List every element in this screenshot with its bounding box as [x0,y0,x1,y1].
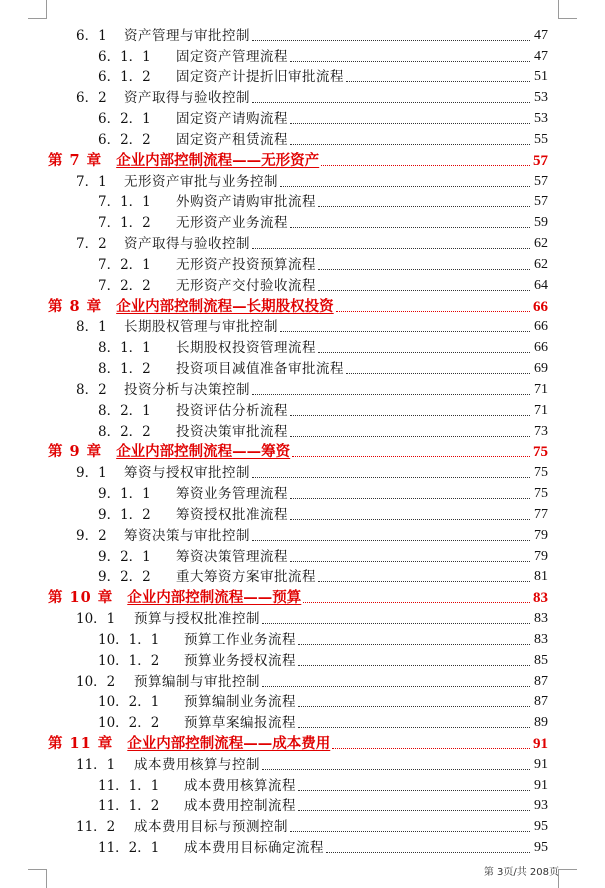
toc-subsection-entry[interactable] [0,401,605,422]
toc-entry-number: 9．1．2 [98,506,151,523]
toc-dot-leader [252,540,530,541]
toc-entry-title[interactable]: 固定资产请购流程 [176,111,288,128]
toc-entry-number: 7．1．2 [98,215,151,232]
toc-entry-title[interactable]: 长期股权投资管理流程 [176,340,316,357]
toc-subsection-entry[interactable] [0,651,605,672]
toc-entry-title[interactable]: 预算业务授权流程 [184,652,296,669]
toc-entry-page-number[interactable]: 87 [534,694,548,710]
toc-dot-leader [262,623,530,624]
toc-entry-number: 第 8 章 [48,297,103,315]
toc-entry-number: 第 7 章 [48,151,103,169]
toc-dot-leader [318,206,530,207]
toc-subsection-entry[interactable] [0,213,605,234]
toc-entry-title[interactable]: 企业内部控制流程—长期股权投资 [116,297,334,315]
toc-entry-page-number[interactable]: 53 [534,111,548,127]
toc-subsection-entry[interactable] [0,47,605,68]
toc-entry-page-number[interactable]: 57 [534,173,548,189]
toc-entry-row[interactable] [76,819,548,835]
toc-subsection-entry[interactable] [0,838,605,859]
toc-entry-page-number[interactable]: 64 [534,277,548,293]
toc-entry-number: 8．1 [76,319,107,336]
toc-entry-title[interactable]: 企业内部控制流程——成本费用 [127,734,331,752]
toc-entry-row[interactable] [98,798,548,814]
toc-entry-row[interactable] [98,340,548,356]
toc-dot-leader [252,248,530,249]
toc-entry-page-number[interactable]: 75 [534,486,548,502]
toc-entry-title[interactable]: 资产取得与验收控制 [124,90,250,107]
toc-dot-leader [346,81,530,82]
toc-entry-number: 10．1．1 [98,631,160,648]
toc-entry-title[interactable]: 企业内部控制流程——无形资产 [116,151,320,169]
toc-entry-page-number[interactable]: 91 [534,777,548,793]
toc-dot-leader [332,748,530,749]
toc-entry-row[interactable] [76,757,548,773]
toc-dot-leader [326,852,530,853]
toc-dot-leader [262,769,530,770]
toc-subsection-entry[interactable] [0,693,605,714]
toc-entry-number: 7．2．2 [98,277,151,294]
toc-entry-number: 10．1 [76,611,116,628]
toc-dot-leader [290,498,530,499]
toc-entry-title[interactable]: 筹资决策管理流程 [176,548,288,565]
toc-entry-row[interactable] [98,215,548,231]
toc-subsection-entry[interactable] [0,359,605,380]
toc-entry-row[interactable] [76,90,548,106]
toc-entry-row[interactable] [76,236,548,252]
corner-mark-bottom-right [558,869,577,888]
toc-entry-number: 第 10 章 [48,589,114,607]
toc-entry-number: 7．2．1 [98,256,151,273]
toc-entry-page-number[interactable]: 79 [534,548,548,564]
toc-subsection-entry[interactable] [0,422,605,443]
toc-entry-title[interactable]: 企业内部控制流程——预算 [127,589,302,607]
toc-subsection-entry[interactable] [0,797,605,818]
toc-entry-row[interactable] [98,257,548,273]
toc-section-entry[interactable] [0,234,605,255]
toc-entry-row[interactable] [76,611,548,627]
toc-subsection-entry[interactable] [0,547,605,568]
toc-section-entry[interactable] [0,172,605,193]
toc-entry-row[interactable] [98,194,548,210]
toc-entry-number: 8．2．1 [98,402,151,419]
toc-entry-title[interactable]: 固定资产租赁流程 [176,131,288,148]
toc-entry-number: 6．1．2 [98,69,151,86]
toc-dot-leader [252,477,530,478]
toc-entry-title[interactable]: 固定资产管理流程 [176,48,288,65]
toc-entry-title[interactable]: 成本费用核算与控制 [134,756,260,773]
toc-entry-page-number[interactable]: 81 [534,569,548,585]
toc-entry-page-number[interactable]: 83 [534,631,548,647]
toc-entry-page-number[interactable]: 53 [534,90,548,106]
toc-entry-number: 11．1．2 [98,798,160,815]
toc-entry-row[interactable] [98,778,548,794]
toc-subsection-entry[interactable] [0,130,605,151]
toc-entry-row[interactable] [76,382,548,398]
toc-entry-title[interactable]: 筹资决策与审批控制 [124,527,250,544]
toc-dot-leader [298,810,530,811]
toc-dot-leader [298,706,530,707]
toc-entry-row[interactable] [76,174,548,190]
toc-section-entry[interactable] [0,463,605,484]
toc-entry-title[interactable]: 无形资产交付验收流程 [176,277,316,294]
page-indicator: 第 3页/共 208页 [483,867,559,878]
toc-entry-number: 6．1．1 [98,48,151,65]
toc-section-entry[interactable] [0,26,605,47]
toc-entry-number: 9．1 [76,465,107,482]
toc-entry-page-number[interactable]: 66 [533,298,548,315]
toc-entry-page-number[interactable]: 75 [533,444,548,461]
toc-entry-title[interactable]: 筹资与授权审批控制 [124,465,250,482]
toc-dot-leader [298,644,530,645]
toc-entry-number: 6．1 [76,27,107,44]
toc-section-entry[interactable] [0,672,605,693]
toc-entry-title[interactable]: 长期股权管理与审批控制 [124,319,278,336]
toc-entry-row[interactable] [98,840,548,856]
toc-entry-number: 7．1 [76,173,107,190]
toc-entry-title[interactable]: 重大筹资方案审批流程 [176,569,316,586]
toc-entry-number: 9．2 [76,527,107,544]
toc-entry-page-number[interactable]: 93 [534,798,548,814]
toc-entry-number: 8．2 [76,381,107,398]
toc-dot-leader [290,519,530,520]
toc-dot-leader [290,436,530,437]
toc-entry-number: 11．2．1 [98,840,160,857]
toc-entry-page-number[interactable]: 95 [534,840,548,856]
toc-entry-row[interactable] [98,361,548,377]
toc-entry-number: 9．1．1 [98,486,151,503]
toc-dot-leader [292,456,530,457]
toc-entry-row[interactable] [98,132,548,148]
toc-entry-row[interactable] [98,278,548,294]
toc-entry-title[interactable]: 成本费用核算流程 [184,777,296,794]
toc-chapter-entry[interactable] [0,151,605,172]
toc-entry-row[interactable] [48,444,548,460]
toc-subsection-entry[interactable] [0,68,605,89]
toc-dot-leader [318,290,530,291]
toc-entry-row[interactable] [48,590,548,606]
toc-entry-row[interactable] [98,403,548,419]
toc-dot-leader [318,269,530,270]
toc-entry-title[interactable]: 资产管理与审批控制 [124,27,250,44]
toc-dot-leader [252,102,530,103]
toc-subsection-entry[interactable] [0,338,605,359]
toc-dot-leader [298,665,530,666]
toc-section-entry[interactable] [0,755,605,776]
toc-entry-row[interactable] [48,299,548,315]
toc-entry-row[interactable] [98,69,548,85]
toc-dot-leader [336,311,530,312]
toc-entry-number: 11．1．1 [98,777,160,794]
toc-dot-leader [290,415,530,416]
toc-entry-row[interactable] [76,674,548,690]
toc-dot-leader [290,61,530,62]
toc-subsection-entry[interactable] [0,255,605,276]
toc-entry-title[interactable]: 预算工作业务流程 [184,631,296,648]
toc-entry-title[interactable]: 成本费用目标确定流程 [184,840,324,857]
toc-chapter-entry[interactable] [0,588,605,609]
toc-entry-page-number[interactable]: 79 [534,527,548,543]
toc-entry-title[interactable]: 成本费用控制流程 [184,798,296,815]
toc-entry-title[interactable]: 筹资业务管理流程 [176,486,288,503]
toc-subsection-entry[interactable] [0,630,605,651]
toc-entry-number: 10．1．2 [98,652,160,669]
toc-entry-row[interactable] [98,507,548,523]
toc-entry-row[interactable] [76,319,548,335]
toc-entry-number: 第 9 章 [48,443,103,461]
toc-entry-page-number[interactable]: 83 [533,590,548,607]
toc-entry-row[interactable] [98,653,548,669]
toc-entry-title[interactable]: 预算编制业务流程 [184,694,296,711]
toc-entry-row[interactable] [76,465,548,481]
toc-entry-title[interactable]: 资产取得与验收控制 [124,236,250,253]
toc-entry-number: 6．2．1 [98,111,151,128]
toc-entry-title[interactable]: 成本费用目标与预测控制 [134,819,288,836]
toc-entry-number: 6．2 [76,90,107,107]
toc-dot-leader [346,373,530,374]
toc-entry-page-number[interactable]: 51 [534,69,548,85]
toc-section-entry[interactable] [0,88,605,109]
toc-entry-row[interactable] [98,549,548,565]
toc-entry-title[interactable]: 无形资产投资预算流程 [176,256,316,273]
toc-entry-page-number[interactable]: 59 [534,215,548,231]
toc-chapter-entry[interactable] [0,443,605,464]
toc-entry-page-number[interactable]: 95 [534,819,548,835]
toc-subsection-entry[interactable] [0,484,605,505]
toc-entry-title[interactable]: 预算草案编报流程 [184,715,296,732]
toc-dot-leader [290,561,530,562]
toc-entry-row[interactable] [98,49,548,65]
toc-chapter-entry[interactable] [0,297,605,318]
toc-entry-page-number[interactable]: 55 [534,131,548,147]
toc-dot-leader [252,40,530,41]
toc-entry-page-number[interactable]: 57 [533,152,548,169]
toc-entry-row[interactable] [98,632,548,648]
toc-entry-title[interactable]: 投资决策审批流程 [176,423,288,440]
toc-entry-page-number[interactable]: 62 [534,256,548,272]
toc-dot-leader [298,790,530,791]
toc-entry-page-number[interactable]: 77 [534,506,548,522]
toc-entry-title[interactable]: 投资项目减值准备审批流程 [176,361,344,378]
toc-dot-leader [252,394,530,395]
toc-entry-title[interactable]: 投资评估分析流程 [176,402,288,419]
toc-entry-title[interactable]: 无形资产审批与业务控制 [124,173,278,190]
toc-entry-title[interactable]: 无形资产业务流程 [176,215,288,232]
toc-dot-leader [318,581,530,582]
toc-entry-title[interactable]: 投资分析与决策控制 [124,381,250,398]
toc-dot-leader [290,123,530,124]
toc-entry-title[interactable]: 筹资授权批准流程 [176,506,288,523]
toc-entry-title[interactable]: 固定资产计提折旧审批流程 [176,69,344,86]
toc-entry-page-number[interactable]: 75 [534,465,548,481]
toc-subsection-entry[interactable] [0,713,605,734]
toc-entry-row[interactable] [98,424,548,440]
toc-subsection-entry[interactable] [0,505,605,526]
toc-section-entry[interactable] [0,609,605,630]
toc-entry-number: 9．2．1 [98,548,151,565]
toc-entry-page-number[interactable]: 57 [534,194,548,210]
toc-entry-row[interactable] [48,153,548,169]
toc-dot-leader [290,227,530,228]
toc-entry-title[interactable]: 外购资产请购审批流程 [176,194,316,211]
toc-entry-number: 9．2．2 [98,569,151,586]
toc-entry-number: 10．2．2 [98,715,160,732]
toc-entry-title[interactable]: 企业内部控制流程——筹资 [116,443,291,461]
toc-entry-page-number[interactable]: 66 [534,340,548,356]
toc-entry-page-number[interactable]: 71 [534,381,548,397]
toc-dot-leader [298,727,530,728]
toc-subsection-entry[interactable] [0,776,605,797]
toc-entry-page-number[interactable]: 89 [534,715,548,731]
toc-dot-leader [262,686,530,687]
toc-entry-row[interactable] [76,28,548,44]
toc-entry-page-number[interactable]: 62 [534,236,548,252]
toc-entry-title[interactable]: 预算编制与审批控制 [134,673,260,690]
toc-subsection-entry[interactable] [0,109,605,130]
toc-dot-leader [280,331,530,332]
toc-section-entry[interactable] [0,380,605,401]
toc-subsection-entry[interactable] [0,276,605,297]
toc-entry-page-number[interactable]: 71 [534,402,548,418]
toc-dot-leader [280,186,530,187]
toc-entry-number: 8．1．2 [98,361,151,378]
toc-entry-page-number[interactable]: 73 [534,423,548,439]
toc-entry-number: 11．2 [76,819,116,836]
toc-entry-page-number[interactable]: 91 [533,735,548,752]
toc-entry-page-number[interactable]: 47 [534,48,548,64]
toc-entry-number: 10．2 [76,673,116,690]
toc-entry-number: 8．1．1 [98,340,151,357]
toc-dot-leader [290,144,530,145]
toc-section-entry[interactable] [0,526,605,547]
toc-entry-title[interactable]: 预算与授权批准控制 [134,611,260,628]
toc-entry-row[interactable] [76,528,548,544]
toc-entry-row[interactable] [98,486,548,502]
toc-subsection-entry[interactable] [0,193,605,214]
toc-entry-page-number[interactable]: 66 [534,319,548,335]
toc-entry-number: 7．2 [76,236,107,253]
toc-section-entry[interactable] [0,318,605,339]
toc-entry-page-number[interactable]: 83 [534,611,548,627]
toc-dot-leader [303,602,530,603]
toc-entry-number: 11．1 [76,756,116,773]
toc-entry-page-number[interactable]: 47 [534,27,548,43]
corner-mark-top-right [558,0,577,19]
toc-entry-row[interactable] [98,694,548,710]
toc-section-entry[interactable] [0,817,605,838]
corner-mark-bottom-left [28,869,47,888]
toc-chapter-entry[interactable] [0,734,605,755]
toc-entry-page-number[interactable]: 91 [534,756,548,772]
toc-dot-leader [321,165,530,166]
toc-entry-row[interactable] [98,715,548,731]
toc-entry-row[interactable] [48,736,548,752]
toc-entry-number: 10．2．1 [98,694,160,711]
toc-entry-row[interactable] [98,111,548,127]
toc-entry-page-number[interactable]: 69 [534,361,548,377]
table-of-contents [0,26,605,859]
toc-entry-page-number[interactable]: 87 [534,673,548,689]
toc-entry-number: 7．1．1 [98,194,151,211]
toc-entry-row[interactable] [98,569,548,585]
toc-entry-number: 第 11 章 [48,734,114,752]
toc-subsection-entry[interactable] [0,568,605,589]
toc-entry-page-number[interactable]: 85 [534,652,548,668]
toc-dot-leader [290,831,530,832]
toc-dot-leader [318,352,530,353]
corner-mark-top-left [28,0,47,19]
toc-entry-number: 6．2．2 [98,131,151,148]
toc-entry-number: 8．2．2 [98,423,151,440]
